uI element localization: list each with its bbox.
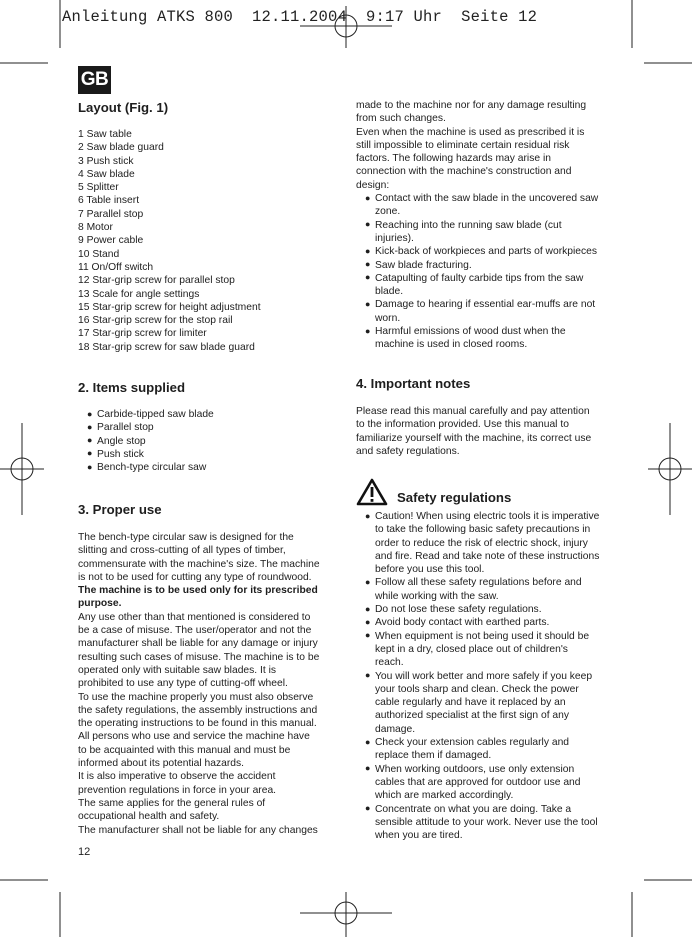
language-badge: GB <box>78 66 111 94</box>
layout-heading: Layout (Fig. 1) <box>78 100 169 115</box>
text-line: made to the machine nor for any damage resulting <box>356 100 587 111</box>
text-line: the safety regulations, the assembly instructions and <box>78 704 318 716</box>
text-line: familiarize yourself with the machine, its correct use <box>356 432 592 444</box>
bullet-icon <box>87 435 97 448</box>
safety-item <box>356 603 618 616</box>
bullet-text: Parallel stop <box>97 422 154 434</box>
bullet-text: Catapulting of faulty carbide tips from the saw <box>375 272 584 284</box>
safety-item <box>356 576 618 603</box>
bullet-text: order to reduce the risk of electric shock, injury <box>375 537 588 549</box>
text-line: manufacturer shall be liable for any damage or injury <box>78 638 318 650</box>
bullet-icon <box>365 510 375 523</box>
safety-item <box>356 803 618 843</box>
safety-item <box>356 763 618 803</box>
page-number: 12 <box>78 846 91 858</box>
bullet-icon <box>87 421 97 434</box>
text-line: slitting and cross-cutting of all types of timber, <box>78 545 286 557</box>
hazard-item <box>356 259 618 272</box>
text-line: commensurate with the machine's size. The machine <box>78 558 320 570</box>
bullet-icon <box>365 219 375 232</box>
bullet-text: when you are tired. <box>375 830 463 842</box>
text-line: The same applies for the general rules of <box>78 797 266 809</box>
text-line: operated only with suitable saw blades. It is <box>78 664 277 676</box>
supplied-item <box>78 461 340 474</box>
bullet-icon <box>365 736 375 749</box>
bullet-text: kept in a dry, closed place out of children's <box>375 643 568 655</box>
bullet-text: Harmful emissions of wood dust when the <box>375 326 566 338</box>
bullet-text: cable regularly and have it replaced by an <box>375 697 566 709</box>
bullet-text: and fire. Read and take note of these instructions <box>375 550 600 562</box>
important-notes-heading: 4. Important notes <box>356 376 471 391</box>
bullet-text: your tools sharp and clean. Check the power <box>375 683 579 695</box>
bullet-text: reach. <box>375 657 404 669</box>
bullet-text: Bench-type circular saw <box>97 462 207 474</box>
layout-list-item: 12 Star-grip screw for parallel stop <box>78 275 235 287</box>
text-line: The bench-type circular saw is designed for the <box>78 532 294 543</box>
hazard-item <box>356 272 618 299</box>
layout-list-item: 8 Motor <box>78 222 113 234</box>
bullet-text: which are marked accordingly. <box>375 790 514 802</box>
bullet-text: Push stick <box>97 448 144 460</box>
proper-use-text <box>78 531 340 837</box>
layout-list-item: 13 Scale for angle settings <box>78 288 200 300</box>
bullet-text: worn. <box>375 312 401 324</box>
bullet-icon <box>365 803 375 816</box>
items-supplied-heading: 2. Items supplied <box>78 380 185 395</box>
safety-item <box>356 630 618 670</box>
important-notes-text <box>356 405 618 458</box>
layout-list-item: 6 Table insert <box>78 195 140 207</box>
bullet-text: Damage to hearing if essential ear-muffs are not <box>375 299 596 311</box>
text-line: be a case of misuse. The user/operator and not the <box>78 625 312 637</box>
bullet-icon <box>365 603 375 616</box>
bullet-text: sensible attitude to your work. Never use the tool <box>375 816 598 828</box>
layout-list-item: 17 Star-grip screw for limiter <box>78 328 207 340</box>
safety-item <box>356 510 618 576</box>
bullet-icon <box>365 576 375 589</box>
bullet-icon <box>365 298 375 311</box>
hazard-item <box>356 298 618 325</box>
text-line: and safety regulations. <box>356 445 460 457</box>
bullet-text: zone. <box>375 206 401 218</box>
hazard-item <box>356 245 618 258</box>
bullet-text: You will work better and more safely if you keep <box>375 670 593 682</box>
text-line: All persons who use and service the machine have <box>78 731 310 743</box>
text-line: factors. The following hazards may arise in <box>356 153 551 165</box>
bullet-text: When equipment is not being used it should be <box>375 630 590 642</box>
text-line: resulting such cases of misuse. The machine is to be <box>78 651 320 663</box>
print-header: Anleitung ATKS 800 12.11.2004 9:17 Uhr Seite 12 <box>62 8 538 26</box>
text-line: It is also imperative to observe the accident <box>78 771 276 783</box>
hazard-item <box>356 219 618 246</box>
bullet-text: before you use this tool. <box>375 564 485 576</box>
text-line: design: <box>356 179 390 191</box>
bullet-text: damage. <box>375 723 416 735</box>
text-line: To use the machine properly you must also observe <box>78 691 314 703</box>
hazard-item <box>356 325 618 352</box>
safety-list <box>356 510 618 842</box>
residual-risk-text <box>356 99 618 352</box>
layout-list-item: 5 Splitter <box>78 182 119 194</box>
bullet-icon <box>87 461 97 474</box>
bullet-text: When working outdoors, use only extension <box>375 763 575 775</box>
bullet-text: replace them if damaged. <box>375 750 492 762</box>
bullet-icon <box>87 408 97 421</box>
text-line: Even when the machine is used as prescribed it is <box>356 126 585 138</box>
bullet-text: Check your extension cables regularly and <box>375 737 570 749</box>
bullet-icon <box>365 630 375 643</box>
supplied-item <box>78 408 340 421</box>
layout-list <box>78 128 340 354</box>
text-line: informed about its potential hazards. <box>78 758 244 770</box>
layout-list-item: 9 Power cable <box>78 235 144 247</box>
bullet-icon <box>365 763 375 776</box>
bullet-text: Caution! When using electric tools it is imperative <box>375 511 600 522</box>
text-line: to be acquainted with this manual and must be <box>78 744 291 756</box>
layout-list-item: 11 On/Off switch <box>78 261 154 273</box>
layout-list-item: 16 Star-grip screw for the stop rail <box>78 315 233 327</box>
text-line: Any use other than that mentioned is considered to <box>78 611 311 623</box>
layout-list-item: 7 Parallel stop <box>78 208 144 220</box>
bullet-icon <box>365 259 375 272</box>
bullet-text: Contact with the saw blade in the uncovered saw <box>375 193 599 205</box>
bullet-text: cables that are approved for outdoor use and <box>375 776 581 788</box>
text-line: prohibited to use any type of cutting-off wheel. <box>78 678 288 690</box>
layout-list-item: 1 Saw table <box>78 129 132 140</box>
bold-text-line: The machine is to be used only for its prescribed <box>78 585 318 597</box>
text-line: from such changes. <box>356 113 446 125</box>
safety-item <box>356 670 618 736</box>
bullet-icon <box>365 616 375 629</box>
safety-heading: Safety regulations <box>397 490 512 505</box>
hazard-item <box>356 192 618 219</box>
bullet-text: Kick-back of workpieces and parts of workpieces <box>375 246 598 258</box>
bullet-text: Do not lose these safety regulations. <box>375 604 542 616</box>
warning-triangle-icon <box>356 478 388 506</box>
bullet-text: Reaching into the running saw blade (cut <box>375 219 562 231</box>
bullet-icon <box>365 272 375 285</box>
bold-text-line: purpose. <box>78 598 122 610</box>
layout-list-item: 3 Push stick <box>78 155 134 167</box>
items-supplied-list <box>78 408 340 474</box>
text-line: still impossible to eliminate certain residual risk <box>356 139 570 151</box>
text-line: Please read this manual carefully and pay attention <box>356 406 590 417</box>
bullet-text: Angle stop <box>97 435 146 447</box>
safety-item <box>356 736 618 763</box>
bullet-icon <box>365 245 375 258</box>
text-line: is not to be used for cutting any type of roundwood. <box>78 571 312 583</box>
bullet-icon <box>87 448 97 461</box>
bullet-text: injuries). <box>375 232 414 244</box>
text-line: to the information provided. Use this manual to <box>356 419 569 431</box>
bullet-text: authorized specialist at the first sign of any <box>375 710 570 722</box>
bullet-text: while working with the saw. <box>375 590 499 602</box>
bullet-text: Concentrate on what you are doing. Take a <box>375 803 572 815</box>
text-line: prevention regulations in force in your area. <box>78 784 277 796</box>
supplied-item <box>78 421 340 434</box>
supplied-item <box>78 435 340 448</box>
layout-list-item: 15 Star-grip screw for height adjustment <box>78 301 261 313</box>
text-line: The manufacturer shall not be liable for any changes <box>78 824 318 836</box>
bullet-text: Carbide-tipped saw blade <box>97 409 214 420</box>
bullet-text: machine is used in closed rooms. <box>375 339 528 351</box>
bullet-text: Saw blade fracturing. <box>375 259 472 271</box>
bullet-icon <box>365 192 375 205</box>
text-line: connection with the machine's construction and <box>356 166 572 178</box>
layout-list-item: 10 Stand <box>78 248 120 260</box>
layout-list-item: 4 Saw blade <box>78 168 135 180</box>
bullet-text: Follow all these safety regulations before and <box>375 577 582 589</box>
proper-use-heading: 3. Proper use <box>78 502 162 517</box>
bullet-icon <box>365 325 375 338</box>
safety-item <box>356 616 618 629</box>
bullet-icon <box>365 670 375 683</box>
text-line: occupational health and safety. <box>78 811 220 823</box>
bullet-text: to take the following basic safety precautions in <box>375 524 591 536</box>
supplied-item <box>78 448 340 461</box>
bullet-text: Avoid body contact with earthed parts. <box>375 617 550 629</box>
layout-list-item: 2 Saw blade guard <box>78 142 164 154</box>
layout-list-item: 18 Star-grip screw for saw blade guard <box>78 341 255 353</box>
bullet-text: blade. <box>375 286 404 298</box>
text-line: the operating instructions to be found in this manual. <box>78 718 317 730</box>
